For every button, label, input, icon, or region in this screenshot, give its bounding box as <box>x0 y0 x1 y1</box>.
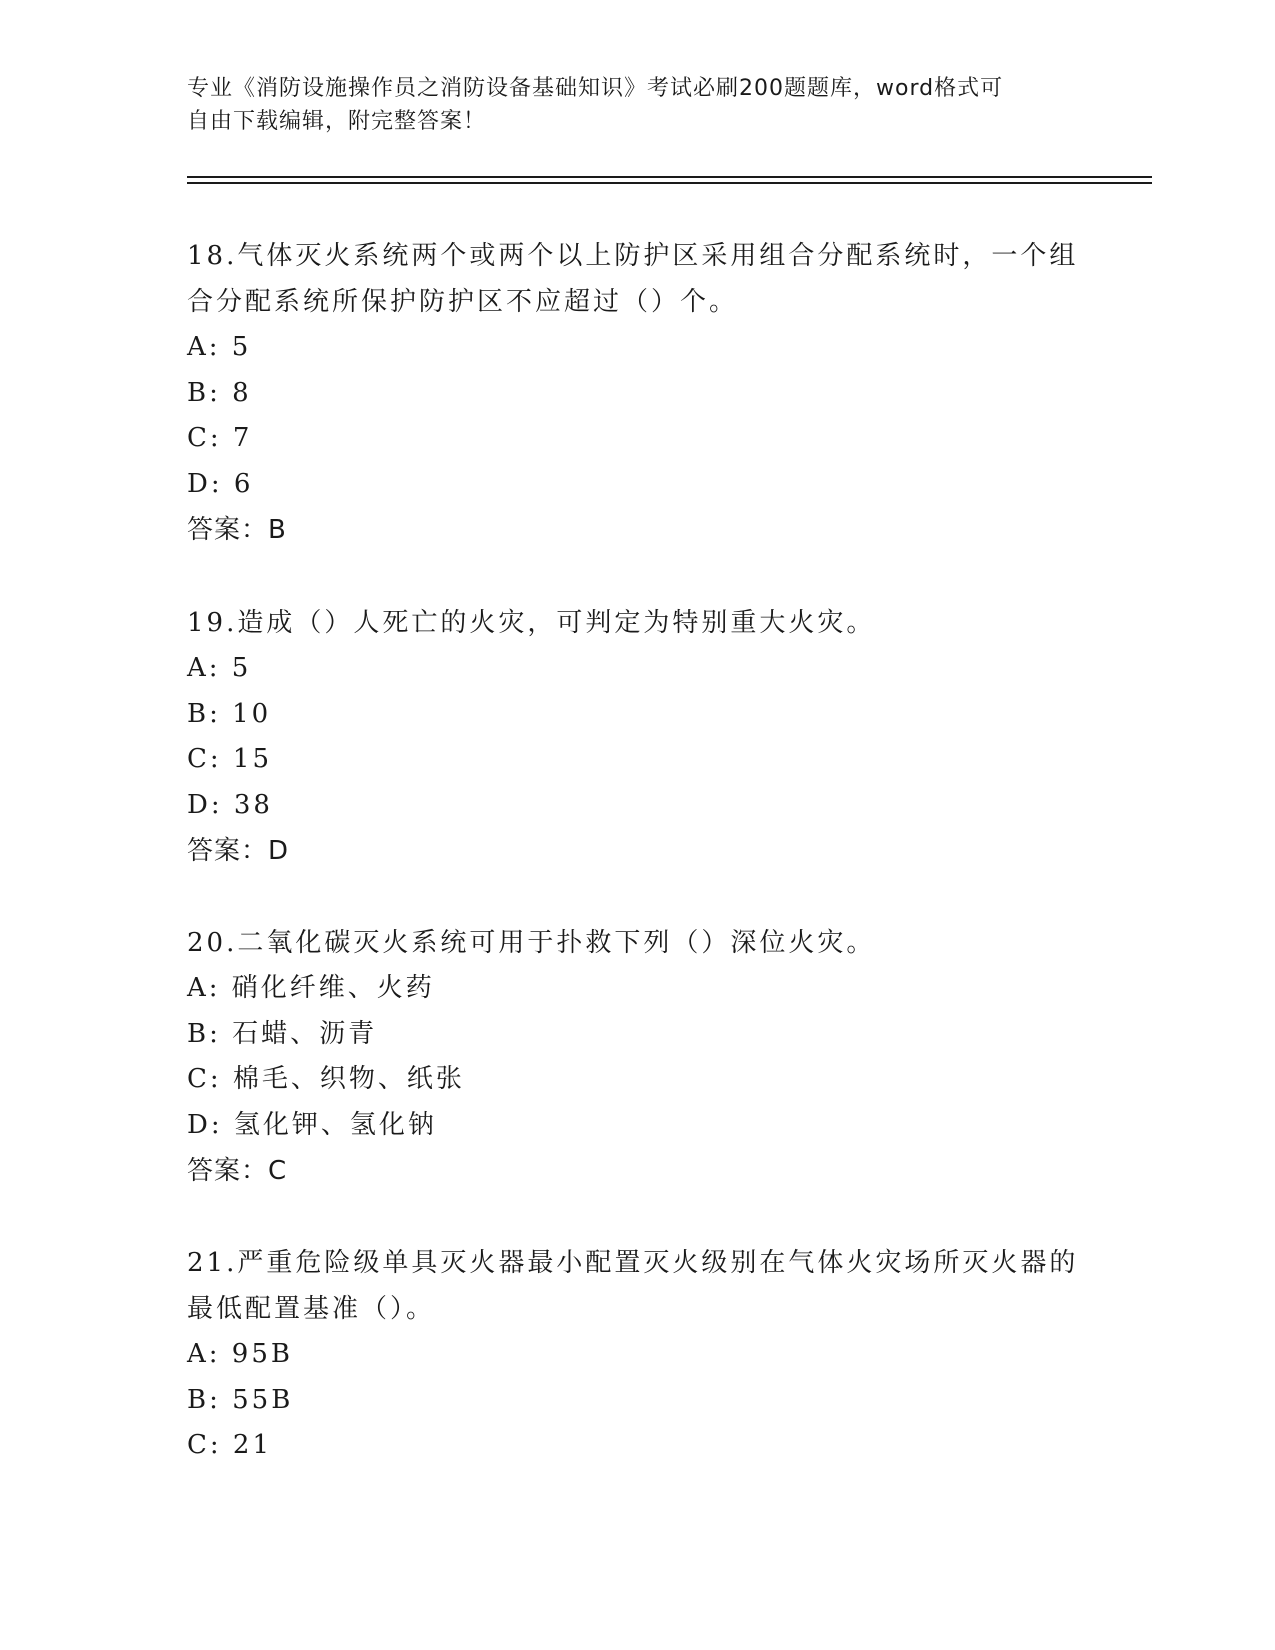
question-stem-line: 合分配系统所保护防护区不应超过（）个。 <box>187 287 739 317</box>
option-a: A: 5 <box>187 332 252 362</box>
option-a: A: 硝化纤维、火药 <box>187 973 435 1003</box>
option-a: A: 95B <box>187 1339 293 1369</box>
header-divider-bottom <box>187 182 1152 184</box>
header-line-1: 专业《消防设施操作员之消防设备基础知识》考试必刷200题题库，word格式可 <box>187 76 1004 101</box>
question-stem-line: 18.气体灭火系统两个或两个以上防护区采用组合分配系统时，一个组 <box>187 241 1079 271</box>
option-b: B: 10 <box>187 698 272 729</box>
option-b: B: 55B <box>187 1384 294 1415</box>
answer-line: 答案：D <box>187 836 290 866</box>
option-b: B: 8 <box>187 377 252 408</box>
answer-line: 答案：C <box>187 1156 288 1186</box>
header-line-2: 自由下载编辑，附完整答案！ <box>187 109 487 134</box>
question-stem-line: 最低配置基准（）。 <box>187 1294 436 1324</box>
header-divider-top <box>187 176 1152 178</box>
answer-line: 答案：B <box>187 515 287 545</box>
option-c: C: 15 <box>187 744 273 774</box>
question-18 <box>187 233 1087 553</box>
question-stem <box>187 600 1087 646</box>
question-stem-line: 21.严重危险级单具灭火器最小配置灭火级别在气体火灾场所灭火器的 <box>187 1248 1079 1278</box>
option-c: C: 21 <box>187 1430 273 1460</box>
option-d: D: 38 <box>187 789 273 820</box>
option-d: D: 6 <box>187 468 254 499</box>
question-stem <box>187 1240 1087 1332</box>
question-19 <box>187 600 1087 874</box>
question-stem-line: 20.二氧化碳灭火系统可用于扑救下列（）深位火灾。 <box>187 928 876 958</box>
document-header <box>187 72 1077 138</box>
question-stem <box>187 233 1087 325</box>
question-21 <box>187 1240 1087 1469</box>
option-a: A: 5 <box>187 653 252 683</box>
question-stem-line: 19.造成（）人死亡的火灾，可判定为特别重大火灾。 <box>187 608 876 638</box>
option-b: B: 石蜡、沥青 <box>187 1018 378 1049</box>
question-20 <box>187 920 1087 1194</box>
option-c: C: 7 <box>187 423 253 453</box>
question-stem <box>187 920 1087 966</box>
option-d: D: 氢化钾、氢化钠 <box>187 1109 437 1140</box>
option-c: C: 棉毛、织物、纸张 <box>187 1064 465 1094</box>
